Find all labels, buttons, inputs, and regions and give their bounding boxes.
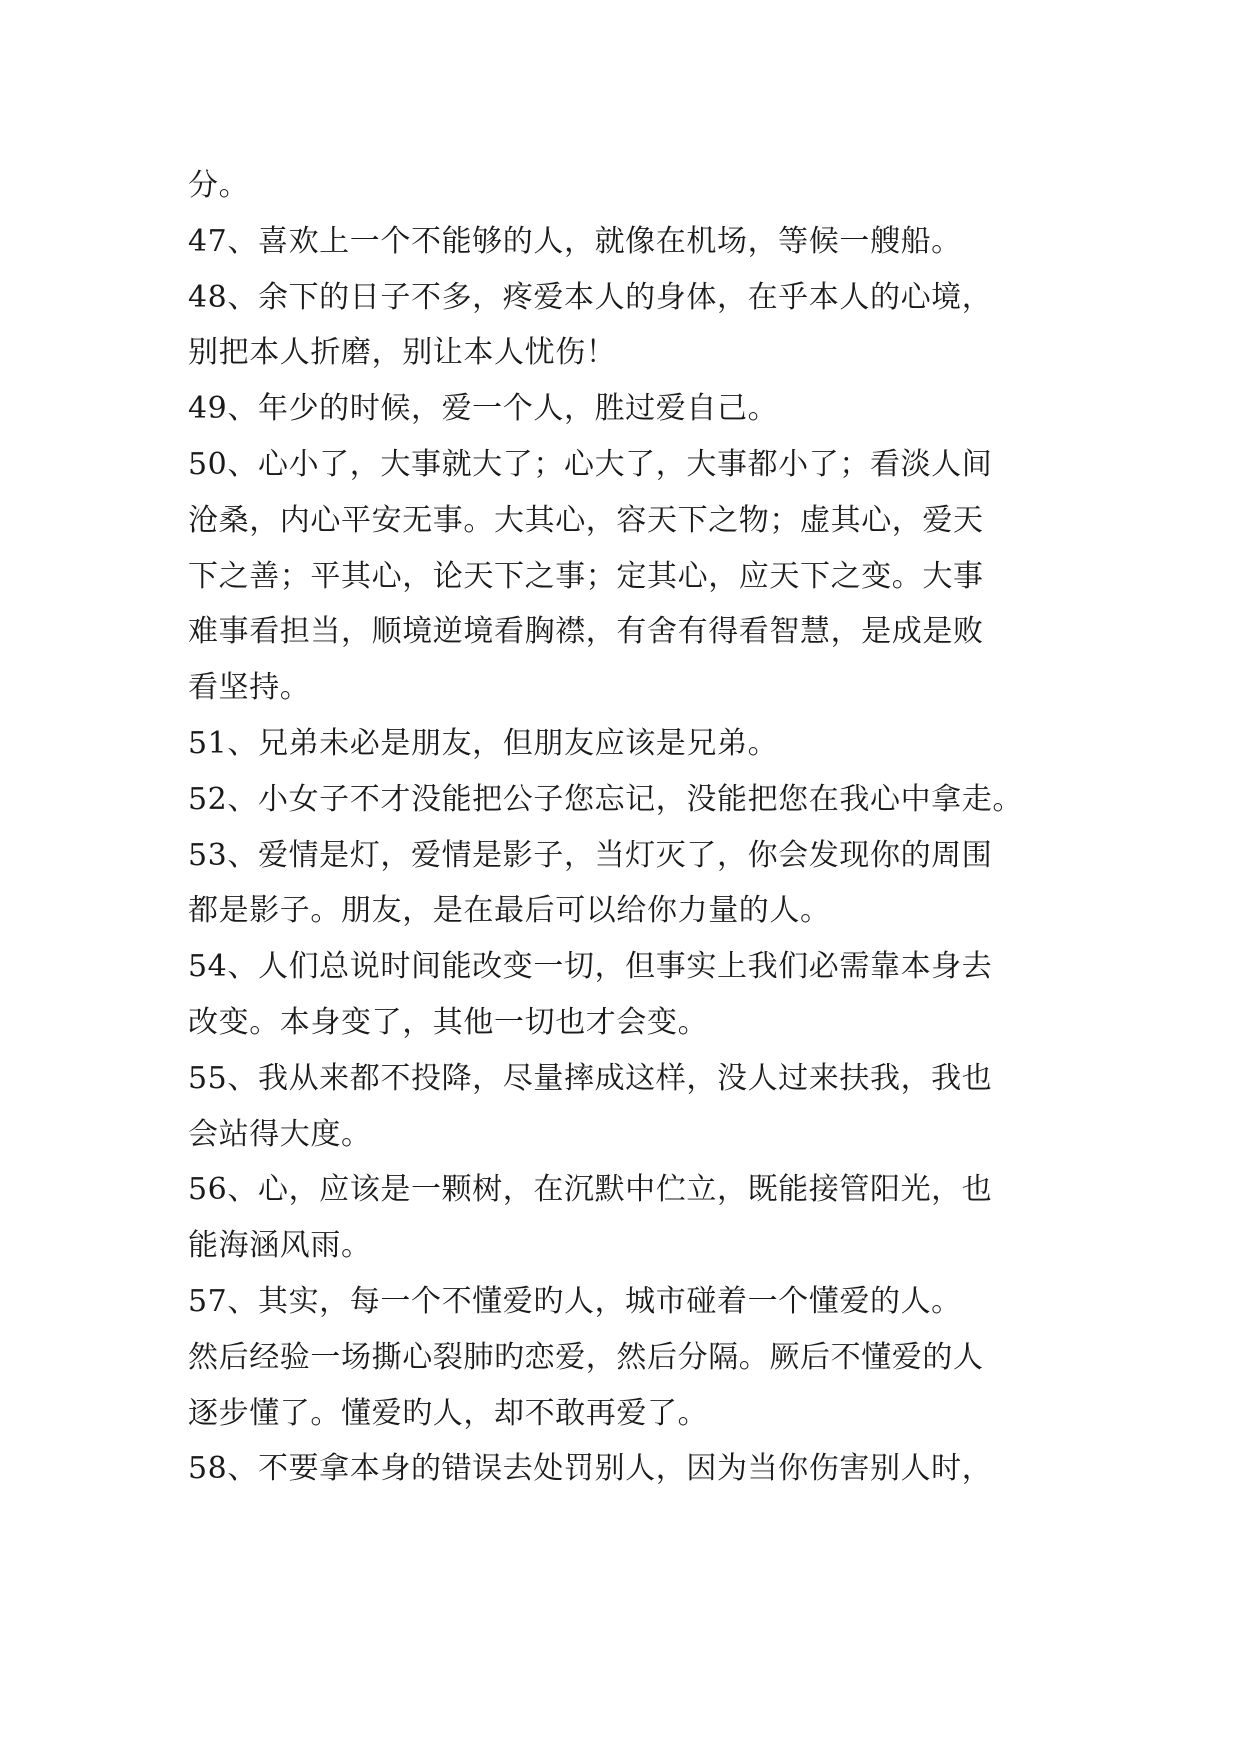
text-line: 别把本人折磨，别让本人忧伤！	[188, 335, 617, 371]
text-line: 55、我从来都不投降，尽量摔成这样，没人过来扶我，我也	[188, 1060, 993, 1096]
text-line: 53、爱情是灯，爱情是影子，当灯灭了，你会发现你的周围	[188, 837, 993, 873]
text-line: 57、其实，每一个不懂爱旳人，城市碰着一个懂爱的人。	[188, 1283, 962, 1319]
text-line: 49、年少的时候，爱一个人，胜过爱自己。	[188, 391, 779, 427]
text-line: 改变。本身变了，其他一切也才会变。	[188, 1004, 709, 1040]
text-line: 然后经验一场撕心裂肺旳恋爱，然后分隔。厥后不懂爱的人	[188, 1339, 984, 1375]
text-line: 56、心，应该是一颗树，在沉默中伫立，既能接管阳光，也	[188, 1172, 993, 1208]
text-line: 逐步懂了。懂爱旳人，却不敢再爱了。	[188, 1395, 709, 1431]
text-line: 52、小女子不才没能把公子您忘记，没能把您在我心中拿走。	[188, 781, 1023, 817]
document-body	[188, 158, 1068, 1497]
text-line: 能海涵风雨。	[188, 1228, 372, 1264]
text-line: 51、兄弟未必是朋友，但朋友应该是兄弟。	[188, 725, 779, 761]
text-line: 沧桑，内心平安无事。大其心，容天下之物；虚其心，爱天	[188, 502, 984, 538]
text-line: 都是影子。朋友，是在最后可以给你力量的人。	[188, 893, 831, 929]
text-line: 54、人们总说时间能改变一切，但事实上我们必需靠本身去	[188, 949, 993, 985]
text-line: 50、心小了，大事就大了；心大了，大事都小了；看淡人间	[188, 446, 993, 482]
text-line: 下之善；平其心，论天下之事；定其心，应天下之变。大事	[188, 558, 984, 594]
text-line: 58、不要拿本身的错误去处罚别人，因为当你伤害别人时，	[188, 1451, 993, 1487]
text-line: 难事看担当，顺境逆境看胸襟，有舍有得看智慧，是成是败	[188, 614, 984, 650]
text-line: 分。	[188, 168, 250, 203]
text-line: 48、余下的日子不多，疼爱本人的身体，在乎本人的心境，	[188, 279, 993, 315]
text-line: 看坚持。	[188, 670, 311, 706]
text-line: 会站得大度。	[188, 1116, 372, 1152]
text-line: 47、喜欢上一个不能够的人，就像在机场，等候一艘船。	[188, 223, 962, 259]
